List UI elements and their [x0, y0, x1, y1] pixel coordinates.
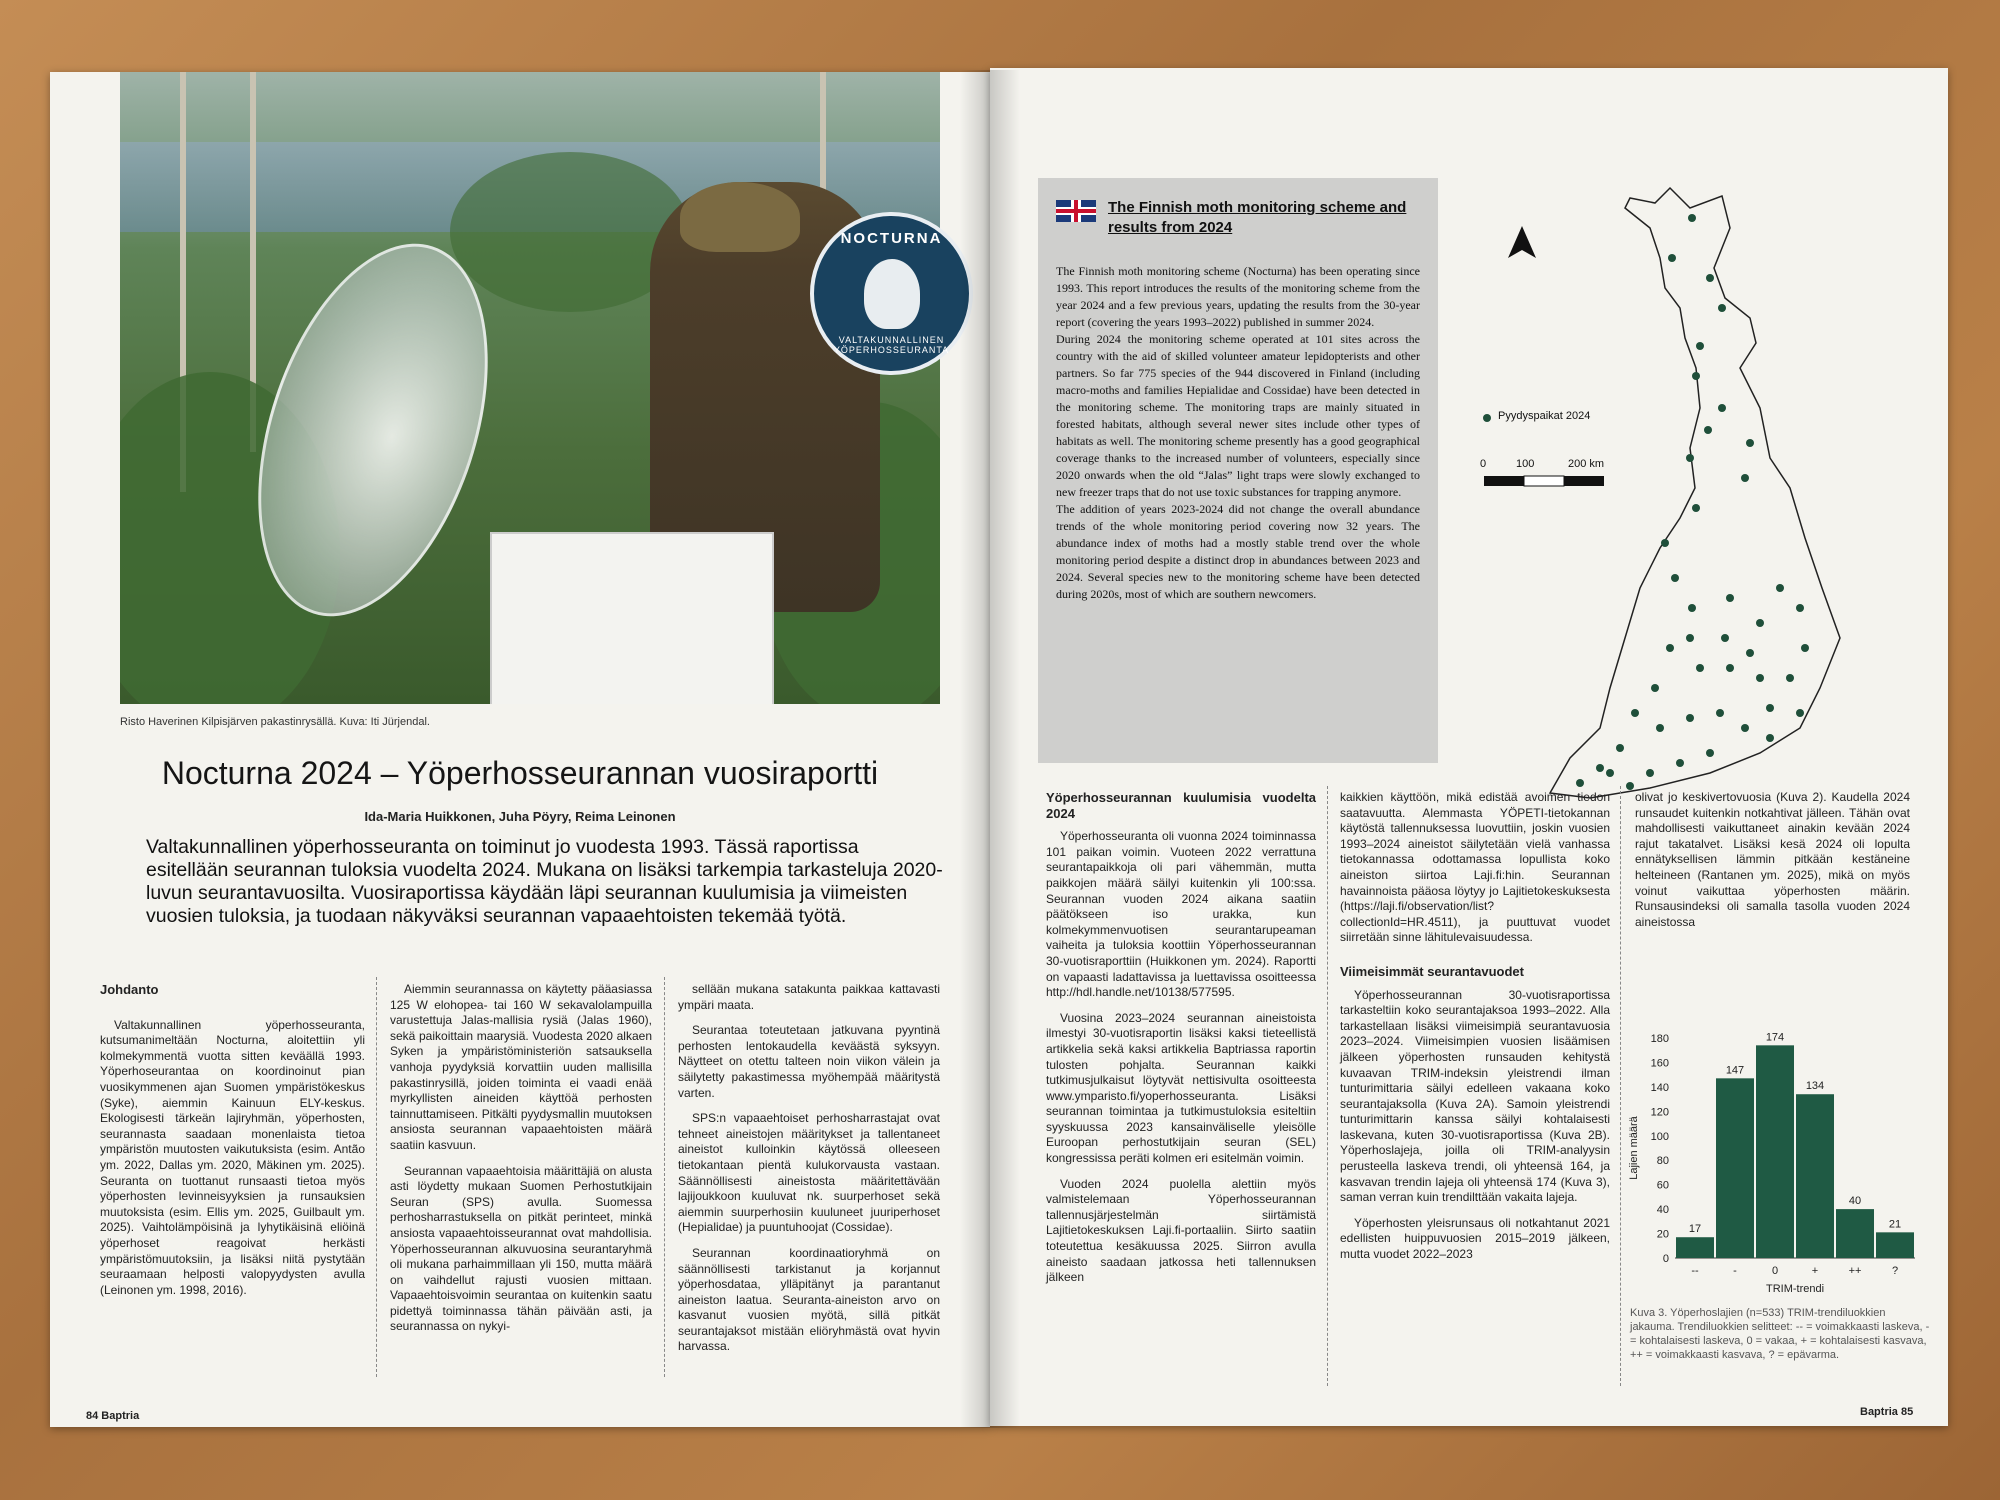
bar-value-label: 17: [1688, 1223, 1702, 1236]
page-folio: Baptria 85: [1860, 1406, 1914, 1418]
chart-svg: [1625, 1018, 1925, 1298]
north-arrow-icon: [1508, 226, 1536, 258]
legend-dot-icon: [1483, 414, 1491, 422]
scale-bar-black: [1484, 476, 1524, 486]
y-tick-label: 20: [1656, 1228, 1669, 1241]
bar: [1756, 1045, 1794, 1258]
finland-site-map: [1460, 168, 1880, 808]
english-summary-box: [1038, 178, 1438, 763]
bar: [1876, 1232, 1914, 1258]
y-tick-label: 60: [1656, 1179, 1669, 1192]
right-column-2: [1340, 790, 1610, 1273]
bar: [1796, 1094, 1834, 1258]
photo-freezer-box: [490, 532, 774, 704]
paragraph: Aiemmin seurannassa on käytetty pääasiassa 125 W elohopea- tai 160 W sekavalolampuilla varustettuja Jalas-mallisia rysiä (Jalas 1960), sekä paikoittain maarysiä. Vuodesta 2020 alkaen Syken ja ympäristöministeriön satsauksella vanhoja pyydyksiä korvattiin uuden mallisilla pakastinrysillä, joiden toiminta ei vaadi enää myrkyllisten aineiden käyttöä perhosten tainnuttamiseen. Pitkälti pyydysmallin muutoksen ansiosta seurannan vapaaehtoisten määrä saatiin kasvuun.: [390, 982, 652, 1152]
paragraph: Seurannan koordinaatioryhmä on säännöllisesti tarkistanut ja korjannut yöperhosdataa, ylläpitänyt ja parantanut aineiston laatua. Seuranta-aineiston arvo on kasvanut vuosien myötä, sillä pitkät seurantajaksot mistään eliöryhmästä ovat hyvin harvassa.: [678, 1245, 940, 1354]
bar-value-label: 40: [1848, 1195, 1862, 1208]
right-column-3: [1635, 790, 1910, 940]
x-tick-label: +: [1811, 1265, 1819, 1277]
scale-label-end: 200 km: [1568, 458, 1605, 470]
right-page: [990, 68, 1948, 1426]
paragraph: Yöperhosseuranta oli vuonna 2024 toiminnassa 101 paikan voimin. Vuoteen 2022 verrattuna seurantapaikkoja oli pari vähemmän, mutta paikkojen määrä säilyi kuitenkin yli 100:ssa. Seurannan vuoden 2024 aikana saatiin päätökseen iso urakka, kun kolmekymmenvuotisen seurantarupeaman vaiheita ja tuloksia koottiin Yöperhosseurannan 30-vuotisraporttiin (Huikkonen ym. 2024). Raportti on vapaasti ladattavissa ja luettavissa osoitteessa http://hdl.handle.net/10138/577595.: [1046, 829, 1316, 1000]
finland-outline: [1550, 188, 1840, 798]
paragraph: During 2024 the monitoring scheme operated at 101 sites across the country with the aid of skilled volunteer amateur lepidopterists and other partners. So far 775 species of the 944 discovered in Finland (including macro-moths and families Hepialidae and Cossidae) have been detected in the monitoring scheme. The monitoring traps are mainly situated in forested habitats, although several newer sites include other types of habitats as well. The monitoring scheme presently has a good geographical coverage thanks to the increased number of volunteers, especially since 2020 onwards when the old “Jalas” light traps were slowly exchanged to new freezer traps that do not use toxic substances for trapping anymore.: [1056, 332, 1420, 499]
y-tick-label: 80: [1656, 1155, 1669, 1168]
x-tick-label: --: [1691, 1265, 1699, 1277]
logo-top-text: NOCTURNA: [840, 230, 943, 247]
paragraph: SPS:n vapaaehtoiset perhosharrastajat ovat tehneet aineistojen määritykset ja tallentaneet aineistot kulloinkin käytössä olleeseen tietokantaan pientä kulukorvausta vastaan. Säännöllisesti aineistosta määritettävään lajijoukkoon kuuluvat nk. suurperhoset sekä aiemmin suurperhosiin kuuluneet juuriperhoset (Hepialidae) ja puuntuhoojat (Cossidae).: [678, 1111, 940, 1235]
paragraph: kaikkien käyttöön, mikä edistää avoimen tiedon saatavuutta. Alemmasta YÖPETI-tietokannan käytöstä tallennuksessa luovuttiin, joskin vuosien 1993–2024 aineistot säilytetään vielä vanhassa tietokannassa odottamassa lopullista koko aineiston siirtoa Laji.fi:hin. Seurannan havainnoista pääosa löytyy jo Lajitietokeskuksesta (https://laji.fi/observation/list?collectionId=HR.4511), ja puuttuvat vuodet siirretään sinne lähitulevaisuudessa.: [1340, 790, 1610, 945]
cover-photo: [120, 72, 940, 704]
article-lead: Valtakunnallinen yöperhosseuranta on toiminut jo vuodesta 1993. Tässä raportissa esitellään seurannan tuloksia vuodelta 2024. Mukana on lisäksi tarkempia tarkasteluja 2020-luvun seurantavuosilta. Vuosiraportissa käydään läpi seurannan kuulumisia ja viimeisten vuosien tuloksia, ja tuodaan näkyväksi seurannan vapaaehtoisten tekemää työtä.: [146, 836, 943, 927]
bar-value-label: 134: [1805, 1080, 1825, 1093]
page-folio: 84 Baptria: [86, 1410, 140, 1422]
bar-value-label: 174: [1765, 1031, 1785, 1044]
trim-trend-bar-chart: [1625, 1018, 1925, 1298]
map-legend-label: Pyydyspaikat 2024: [1498, 410, 1591, 422]
lightbulb-moth-icon: [864, 259, 920, 329]
x-tick-label: ++: [1848, 1265, 1862, 1277]
nocturna-logo: [810, 212, 973, 375]
left-column-3: [678, 982, 940, 1365]
trap-site-dots: [1576, 214, 1809, 790]
y-tick-label: 0: [1662, 1253, 1669, 1265]
right-column-1: [1046, 790, 1316, 1296]
y-tick-label: 160: [1650, 1057, 1669, 1070]
y-tick-label: 140: [1650, 1081, 1669, 1094]
english-summary-text: [1056, 263, 1420, 603]
paragraph: olivat jo keskivertovuosia (Kuva 2). Kaudella 2024 runsaudet kuitenkin notkahtivat jälleen. Tähän ovat mahdollisesti vaikuttaneet ainakin kevään 2024 rajut takatalvet. Lisäksi kesä 2024 oli lopulta ennätyksellisen lämmin pitkään kestäneine helteineen (Rantanen ym. 2025), mikä on myös voinut vaikuttaa yöperhosten määrin. Runsausindeksi oli samalla tasolla vuoden 2024 aineistossa: [1635, 790, 1910, 929]
y-tick-label: 100: [1650, 1130, 1669, 1143]
paragraph: Yöperhosten yleisrunsaus oli notkahtanut 2021 edellisten huippuvuosien 2015–2019 jälkeen, mutta vuodet 2022–2023: [1340, 1215, 1610, 1262]
bar: [1836, 1209, 1874, 1258]
bar: [1716, 1078, 1754, 1258]
bar: [1676, 1237, 1714, 1258]
column-divider: [1620, 786, 1621, 1386]
column-divider: [1327, 786, 1328, 1386]
left-column-1: [100, 982, 365, 1308]
column-divider: [376, 977, 377, 1377]
uk-flag-icon: [1056, 200, 1096, 222]
x-tick-label: ?: [1891, 1265, 1899, 1277]
bar-value-label: 147: [1725, 1064, 1745, 1077]
paragraph: Seurantaa toteutetaan jatkuvana pyyntinä perhosten lentokaudella keväästä syksyyn. Näytteet on otettu talteen noin viikon välein ja säilytetty pakastimessa myöhempää määritystä varten.: [678, 1023, 940, 1100]
logo-bottom-text: VALTAKUNNALLINEN YÖPERHOSSEURANTA: [833, 335, 950, 355]
y-tick-label: 180: [1650, 1033, 1669, 1045]
article-authors: Ida-Maria Huikkonen, Juha Pöyry, Reima Leinonen: [364, 809, 676, 824]
column-divider: [664, 977, 665, 1377]
section-heading: Viimeisimmät seurantavuodet: [1340, 963, 1524, 979]
paragraph: The Finnish moth monitoring scheme (Nocturna) has been operating since 1993. This report introduces the results of the monitoring scheme from the year 2024 and a few previous years, updating the results from the 30-year report (covering the years 1993–2022) published in summer 2024.: [1056, 264, 1420, 329]
bar-value-label: 21: [1888, 1218, 1902, 1231]
x-tick-label: -: [1733, 1265, 1737, 1277]
x-tick-label: 0: [1771, 1265, 1779, 1277]
paragraph: sellään mukana satakunta paikkaa kattavasti ympäri maata.: [678, 982, 940, 1012]
scale-label-mid: 100: [1516, 458, 1535, 470]
left-column-2: [390, 982, 652, 1345]
scale-label-zero: 0: [1480, 458, 1487, 470]
english-summary-title: The Finnish moth monitoring scheme and results from 2024: [1108, 199, 1407, 236]
photo-caption: Risto Haverinen Kilpisjärven pakastinrysällä. Kuva: Iti Jürjendal.: [120, 716, 430, 728]
left-page: [50, 72, 990, 1427]
paragraph: Valtakunnallinen yöperhosseuranta, kutsumanimeltään Nocturna, aloitettiin yli kolmekymmentä vuotta sitten keväällä 1993. Yöperhoseurantaa on koordinoinut pian vuosikymmenen ajan Suomen ympäristökeskus (Syke), aiemmin Kainuun ELY-keskus. Ekologisesti tärkeän lajiryhmän, yöperhosten, seurannasta saadaan monenlaista tietoa ympäristön muutosten vaikutuksista (esim. Antão ym. 2022, Dallas ym. 2020, Mäkinen ym. 2025). Seuranta on tuottanut runsaasti tietoa myös yöperhosten levinneisyyksien ja runsauksien muutoksista (esim. Ellis ym. 2025, Guilbault ym. 2025). Vaihtolämpöisinä ja lyhytikäisinä eliöinä yöperhoset reagoivat herkästi ympäristömuutoksiin, ja lisäksi niitä pystytään seuraamaan helposti valopyydysten avulla (Leinonen ym. 1998, 2016).: [100, 1017, 365, 1297]
paragraph: Vuosina 2023–2024 seurannan aineistoista ilmestyi 30-vuotisraportin lisäksi kaksi tieteellistä artikkelia sekä kaksi artikkelia Baptriassa raportin tulosten pohjalta. Seurannan kaikki tutkimusjulkaisut löytyvät nettisivulta osoitteesta www.ymparisto.fi/yoperhosseuranta. Lisäksi seurannan toimintaa ja tutkimustuloksia esiteltiin syyskuussa 2023 kansainväliselle yleisölle Euroopan perhostutkijain seuran (SEL) kongressissa peräti kolmen eri esitelmän voimin.: [1046, 1010, 1316, 1166]
article-title: Nocturna 2024 – Yöperhosseurannan vuosiraportti: [161, 755, 879, 791]
section-heading: Yöperhosseurannan kuulumisia vuodelta 2024: [1046, 790, 1316, 821]
scale-bar-black: [1564, 476, 1604, 486]
scale-bar-white: [1524, 476, 1564, 486]
section-heading: Johdanto: [100, 982, 159, 997]
photo-hat: [680, 182, 800, 252]
y-tick-label: 120: [1650, 1106, 1669, 1119]
figure-caption: Kuva 3. Yöperhoslajien (n=533) TRIM-trendiluokkien jakauma. Trendiluokkien selitteet: -- = voimakkaasti laskeva, - = kohtalaisesti laskeva, 0 = vakaa, + = kohtalaisesti kasvava, ++ = voimakkaasti kasvava, ? = epävarma.: [1630, 1307, 1930, 1361]
finland-map-svg: [1460, 168, 1880, 808]
y-axis-label: Lajien määrä: [1628, 1116, 1640, 1180]
paragraph: Seurannan vapaaehtoisia määrittäjiä on alusta asti löydetty mukaan Suomen Perhostutkijain Seuran (SPS) avulla. Suomessa perhosharrastuksella on pitkät perinteet, minkä ansiosta vapaaehtoisseurannat ovat mahdollisia. Yöperhosseurannan alkuvuosina seurantaryhmä oli mukana parhaimmillaan yli 150, mutta määrä on vaihdellut rajusti vuosien mittaan. Vapaaehtoisvoimin seurantaa on kuitenkin saatu pidettyä toiminnassa tähän päivään asti, ja seurannassa on nykyi-: [390, 1163, 652, 1334]
x-axis-label: TRIM-trendi: [1765, 1283, 1825, 1295]
paragraph: Yöperhosseurannan 30-vuotisraportissa tarkasteltiin koko seurantajaksoa 1993–2022. Alla tarkastellaan lisäksi viimeisimpiä seurantavuosia 2023–2024. Viimeisimpien vuosien lisäämisen jälkeen yöperhosten runsauden kehitystä kuvaavan TRIM-indeksin yleistrendi ilman tunturimittaria säilyi edelleen vakaana koko seurantajaksolla (Kuva 2A). Samoin yleistrendi tunturimittarin kanssa säilyi kohtalaisesti laskevana, kuten 30-vuotisraportissa (Kuva 2B). Yöperhoslajeja, joilla oli TRIM-analyysin perusteella laskeva trendi, oli yhteensä 164, ja kasvavan trendin lajeja oli yhteensä 174 (Kuva 3), saman verran kuin trendilttään vakaita lajeja.: [1340, 987, 1610, 1205]
y-tick-label: 40: [1656, 1204, 1669, 1217]
paragraph: The addition of years 2023-2024 did not change the overall abundance trends of the whole monitoring period covering now 32 years. The abundance index of moths had a mostly stable trend over the whole monitoring period despite a distinct drop in abundances between 2023 and 2024. Several species new to the monitoring scheme have been detected during 2020s, most of which are southern newcomers.: [1056, 502, 1420, 601]
paragraph: Vuoden 2024 puolella alettiin myös valmistelemaan Yöperhosseurannan tallennusjärjestelmän siirtämistä Lajitietokeskuksen Laji.fi-portaaliin. Siirto saatiin toteutettua kesäkuussa 2025. Siirron avulla aineisto saadaan jatkossa heti tallennuksen jälkeen: [1046, 1176, 1316, 1285]
